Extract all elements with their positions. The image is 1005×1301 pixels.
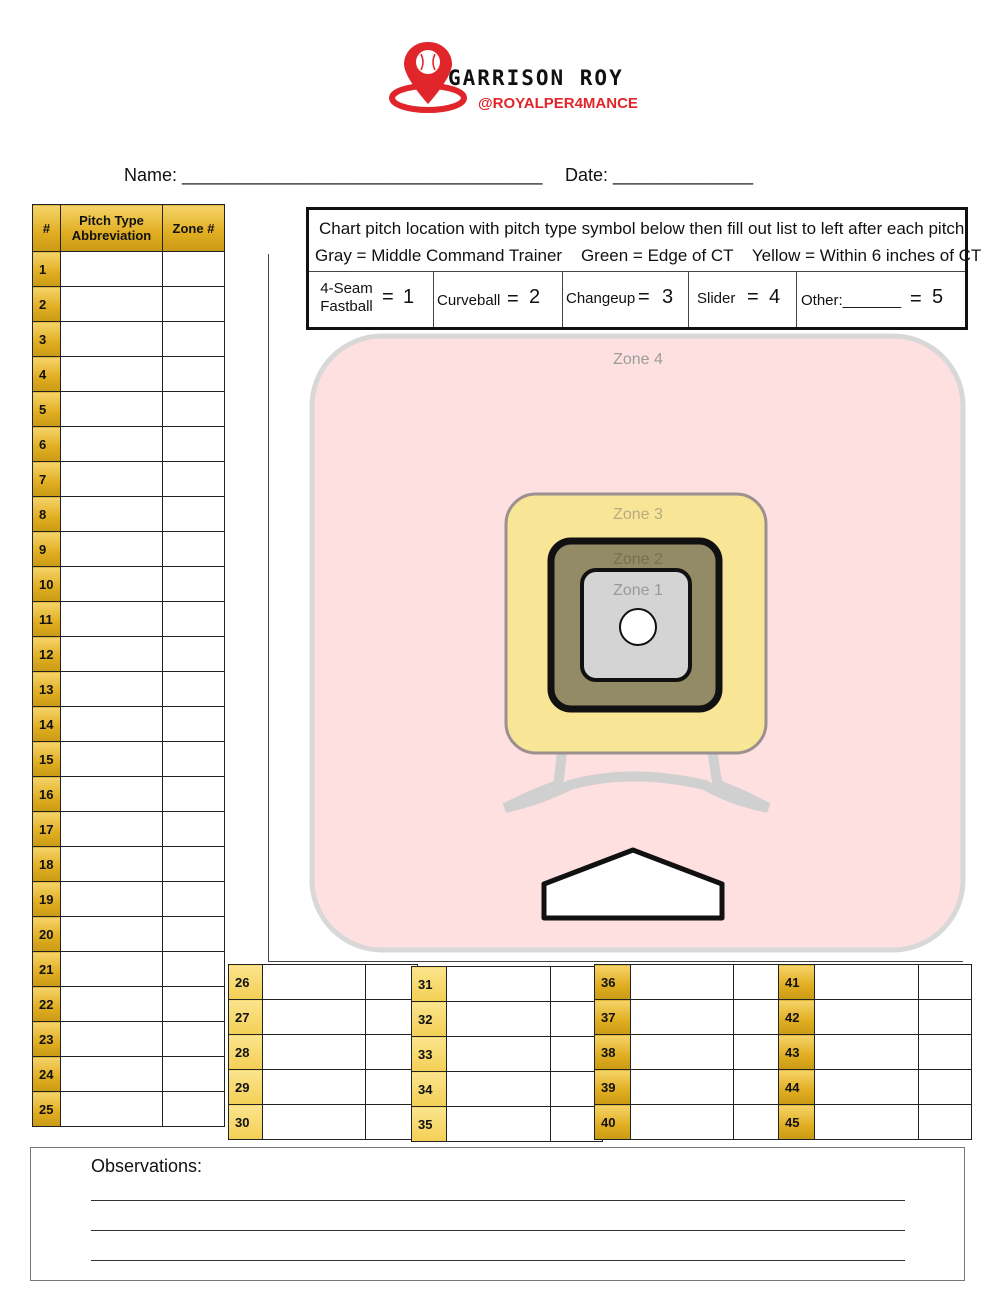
table-row	[229, 1105, 418, 1140]
zone-cell[interactable]	[163, 707, 225, 742]
row-number: 18	[33, 847, 61, 882]
col-header-pitch-type: Pitch Type Abbreviation	[61, 205, 163, 252]
center-target	[620, 609, 656, 645]
pitch-type-cell[interactable]	[61, 952, 163, 987]
zone-cell[interactable]	[163, 917, 225, 952]
row-number: 26	[229, 965, 263, 1000]
pitch-type-cell[interactable]	[263, 965, 366, 1000]
chart-frame-bottom	[268, 961, 963, 962]
table-row	[33, 707, 225, 742]
pitch-type-cell[interactable]	[61, 322, 163, 357]
table-row	[33, 497, 225, 532]
table-row	[595, 1000, 787, 1035]
row-number: 17	[33, 812, 61, 847]
pitch-type-cell[interactable]	[61, 602, 163, 637]
table-row	[33, 602, 225, 637]
row-number: 24	[33, 1057, 61, 1092]
table-row	[412, 1002, 603, 1037]
row-number: 19	[33, 882, 61, 917]
table-row	[33, 672, 225, 707]
table-row	[33, 742, 225, 777]
row-number: 43	[779, 1035, 815, 1070]
table-row	[33, 777, 225, 812]
row-number: 6	[33, 427, 61, 462]
row-number: 16	[33, 777, 61, 812]
pitch-type-cell[interactable]	[61, 742, 163, 777]
pitch-type-cell[interactable]	[631, 1070, 734, 1105]
table-row	[412, 967, 603, 1002]
row-number: 42	[779, 1000, 815, 1035]
row-number: 13	[33, 672, 61, 707]
table-row	[779, 1035, 972, 1070]
row-number: 5	[33, 392, 61, 427]
row-number: 37	[595, 1000, 631, 1035]
pitch-type-cell[interactable]	[263, 1035, 366, 1070]
table-row	[412, 1107, 603, 1142]
zone-cell[interactable]	[366, 1000, 418, 1035]
table-row	[229, 1035, 418, 1070]
zone-cell[interactable]	[163, 1092, 225, 1127]
table-row	[33, 812, 225, 847]
row-number: 45	[779, 1105, 815, 1140]
chart-frame-left	[268, 254, 269, 962]
row-number: 41	[779, 965, 815, 1000]
pitch-type-cell[interactable]	[447, 967, 551, 1002]
observations-label: Observations:	[91, 1156, 203, 1176]
row-number: 40	[595, 1105, 631, 1140]
zone-cell[interactable]	[919, 1070, 972, 1105]
row-number: 25	[33, 1092, 61, 1127]
zone-cell[interactable]	[163, 357, 225, 392]
zone-cell[interactable]	[163, 1057, 225, 1092]
table-row	[595, 1070, 787, 1105]
pitch-type-cell[interactable]	[447, 1002, 551, 1037]
zone-cell[interactable]	[163, 987, 225, 1022]
brand-handle: @ROYALPER4MANCE	[478, 95, 638, 112]
zone-cell[interactable]	[163, 322, 225, 357]
key-instructions: Chart pitch location with pitch type symbol below then fill out list to left after each pitch.	[319, 219, 970, 238]
key-pitch-value: 5	[932, 286, 944, 308]
brand-name: GARRISON ROY	[448, 66, 624, 90]
pitch-type-cell[interactable]	[631, 1000, 734, 1035]
key-pitch-eq: =	[382, 286, 394, 308]
key-pitch-label: Changeup	[566, 290, 636, 307]
observations-line[interactable]	[91, 1260, 905, 1261]
table-row	[779, 965, 972, 1000]
table-row	[229, 965, 418, 1000]
zone-cell[interactable]	[163, 532, 225, 567]
zone-cell[interactable]	[163, 777, 225, 812]
zone-cell[interactable]	[163, 1022, 225, 1057]
pitch-type-cell[interactable]	[631, 965, 734, 1000]
pitch-type-cell[interactable]	[61, 1057, 163, 1092]
row-number: 33	[412, 1037, 447, 1072]
table-row	[33, 287, 225, 322]
row-number: 29	[229, 1070, 263, 1105]
pitch-type-cell[interactable]	[61, 672, 163, 707]
table-row	[33, 532, 225, 567]
pitch-log-table-26-30	[228, 964, 418, 1140]
row-number: 36	[595, 965, 631, 1000]
row-number: 30	[229, 1105, 263, 1140]
table-row	[595, 1105, 787, 1140]
pitch-key-box	[306, 207, 982, 330]
zone-cell[interactable]	[163, 287, 225, 322]
zone-cell[interactable]	[163, 602, 225, 637]
table-row	[33, 322, 225, 357]
key-pitch-label: Curveball	[437, 292, 501, 309]
row-number: 4	[33, 357, 61, 392]
key-pitch-eq: =	[507, 288, 519, 310]
row-number: 34	[412, 1072, 447, 1107]
pitch-type-cell[interactable]	[263, 1070, 366, 1105]
row-number: 1	[33, 252, 61, 287]
row-number: 9	[33, 532, 61, 567]
zone-cell[interactable]	[919, 1105, 972, 1140]
zone-cell[interactable]	[919, 1000, 972, 1035]
table-row	[33, 987, 225, 1022]
table-row	[33, 567, 225, 602]
pitch-type-cell[interactable]	[61, 532, 163, 567]
key-pitch-value: 1	[403, 286, 415, 308]
row-number: 35	[412, 1107, 447, 1142]
row-number: 20	[33, 917, 61, 952]
key-pitch-curveball	[433, 272, 562, 327]
zone-cell[interactable]	[163, 462, 225, 497]
pitch-type-cell[interactable]	[61, 812, 163, 847]
pitch-type-cell[interactable]	[815, 1035, 919, 1070]
observations-line[interactable]	[91, 1200, 905, 1201]
table-row	[33, 1057, 225, 1092]
pitch-type-cell[interactable]	[61, 1092, 163, 1127]
row-number: 39	[595, 1070, 631, 1105]
pitch-type-cell[interactable]	[263, 1000, 366, 1035]
zone-cell[interactable]	[366, 1035, 418, 1070]
pitch-type-cell[interactable]	[61, 1022, 163, 1057]
row-number: 10	[33, 567, 61, 602]
table-row	[33, 882, 225, 917]
name-field-label[interactable]: Name: ____________________________________	[124, 165, 543, 185]
pitch-type-cell[interactable]	[447, 1037, 551, 1072]
pitch-type-cell[interactable]	[815, 1070, 919, 1105]
zone-cell[interactable]	[163, 392, 225, 427]
table-row	[33, 917, 225, 952]
strike-zone-chart[interactable]	[300, 330, 970, 960]
row-number: 2	[33, 287, 61, 322]
pitch-type-cell[interactable]	[61, 987, 163, 1022]
zone-cell[interactable]	[163, 952, 225, 987]
zone-3-label: Zone 3	[613, 506, 663, 523]
pitch-type-cell[interactable]	[61, 882, 163, 917]
zone-cell[interactable]	[163, 882, 225, 917]
row-number: 32	[412, 1002, 447, 1037]
table-row	[229, 1000, 418, 1035]
pitch-type-cell[interactable]	[815, 965, 919, 1000]
pitch-type-cell[interactable]	[815, 1000, 919, 1035]
key-pitch-fastball	[309, 272, 432, 327]
key-pitch-label: Slider	[697, 290, 736, 307]
row-number: 31	[412, 967, 447, 1002]
pitch-type-cell[interactable]	[447, 1072, 551, 1107]
row-number: 11	[33, 602, 61, 637]
observations-box[interactable]	[30, 1147, 965, 1281]
zone-cell[interactable]	[163, 637, 225, 672]
table-row	[33, 392, 225, 427]
pitch-type-cell[interactable]	[61, 392, 163, 427]
pitch-log-table-36-40	[594, 964, 787, 1140]
row-number: 22	[33, 987, 61, 1022]
table-row	[595, 965, 787, 1000]
row-number: 21	[33, 952, 61, 987]
pitch-log-table	[32, 204, 225, 1127]
pitch-type-cell[interactable]	[815, 1105, 919, 1140]
table-row	[33, 847, 225, 882]
zone-cell[interactable]	[919, 965, 972, 1000]
row-number: 8	[33, 497, 61, 532]
row-number: 14	[33, 707, 61, 742]
table-row	[779, 1070, 972, 1105]
key-pitch-value: 3	[662, 286, 674, 308]
table-row	[412, 1072, 603, 1107]
col-header-number: #	[33, 205, 61, 252]
pitch-type-cell[interactable]	[61, 357, 163, 392]
row-number: 44	[779, 1070, 815, 1105]
zone-1-label: Zone 1	[613, 582, 663, 599]
pitch-type-cell[interactable]	[61, 287, 163, 322]
zone-cell[interactable]	[163, 497, 225, 532]
row-number: 38	[595, 1035, 631, 1070]
row-number: 23	[33, 1022, 61, 1057]
table-row	[33, 952, 225, 987]
zone-cell[interactable]	[163, 672, 225, 707]
pitch-type-cell[interactable]	[263, 1105, 366, 1140]
zone-cell[interactable]	[366, 965, 418, 1000]
zone-cell[interactable]	[163, 847, 225, 882]
table-row	[33, 462, 225, 497]
zone-cell[interactable]	[163, 252, 225, 287]
key-pitch-eq: =	[638, 286, 650, 308]
key-pitch-eq: =	[910, 288, 922, 310]
zone-cell[interactable]	[163, 812, 225, 847]
pitch-type-cell[interactable]	[61, 252, 163, 287]
zone-2-label: Zone 2	[613, 551, 663, 568]
key-pitch-slider	[688, 272, 796, 327]
zone-cell[interactable]	[919, 1035, 972, 1070]
date-field-label[interactable]: Date: ______________	[565, 165, 754, 185]
pitch-type-cell[interactable]	[631, 1035, 734, 1070]
pitch-type-cell[interactable]	[61, 777, 163, 812]
pitch-type-cell[interactable]	[61, 497, 163, 532]
zone-cell[interactable]	[163, 567, 225, 602]
row-number: 28	[229, 1035, 263, 1070]
zone-cell[interactable]	[366, 1070, 418, 1105]
zone-cell[interactable]	[163, 427, 225, 462]
table-row	[33, 1022, 225, 1057]
zone-cell[interactable]	[366, 1105, 418, 1140]
pitch-type-cell[interactable]	[61, 707, 163, 742]
pitch-type-cell[interactable]	[61, 637, 163, 672]
table-row	[779, 1105, 972, 1140]
key-color-legend: Gray = Middle Command Trainer Green = Edge of CT Yellow = Within 6 inches of CT	[315, 246, 982, 265]
pitch-type-cell[interactable]	[61, 567, 163, 602]
table-row	[33, 252, 225, 287]
row-number: 27	[229, 1000, 263, 1035]
zone-4-label: Zone 4	[613, 351, 663, 368]
col-header-zone: Zone #	[163, 205, 225, 252]
table-row	[33, 357, 225, 392]
pitch-type-cell[interactable]	[631, 1105, 734, 1140]
pitch-type-cell[interactable]	[447, 1107, 551, 1142]
pitch-type-cell[interactable]	[61, 847, 163, 882]
table-row	[229, 1070, 418, 1105]
pitch-type-cell[interactable]	[61, 427, 163, 462]
pitch-type-cell[interactable]	[61, 917, 163, 952]
observations-line[interactable]	[91, 1230, 905, 1231]
pitch-log-table-41-45	[778, 964, 972, 1140]
table-row	[595, 1035, 787, 1070]
key-pitch-changeup	[562, 272, 688, 327]
table-row	[412, 1037, 603, 1072]
pitch-type-cell[interactable]	[61, 462, 163, 497]
row-number: 3	[33, 322, 61, 357]
pitch-log-table-31-35	[411, 966, 603, 1142]
key-pitch-value: 4	[769, 286, 781, 308]
table-row	[779, 1000, 972, 1035]
table-row	[33, 1092, 225, 1127]
key-pitch-other	[796, 272, 966, 327]
key-pitch-label: Other:_______	[801, 292, 902, 309]
row-number: 15	[33, 742, 61, 777]
row-number: 12	[33, 637, 61, 672]
key-pitch-value: 2	[529, 286, 541, 308]
table-row	[33, 427, 225, 462]
key-pitch-label: 4-Seam Fastball	[320, 280, 373, 315]
table-row	[33, 637, 225, 672]
key-pitch-eq: =	[747, 286, 759, 308]
zone-cell[interactable]	[163, 742, 225, 777]
row-number: 7	[33, 462, 61, 497]
